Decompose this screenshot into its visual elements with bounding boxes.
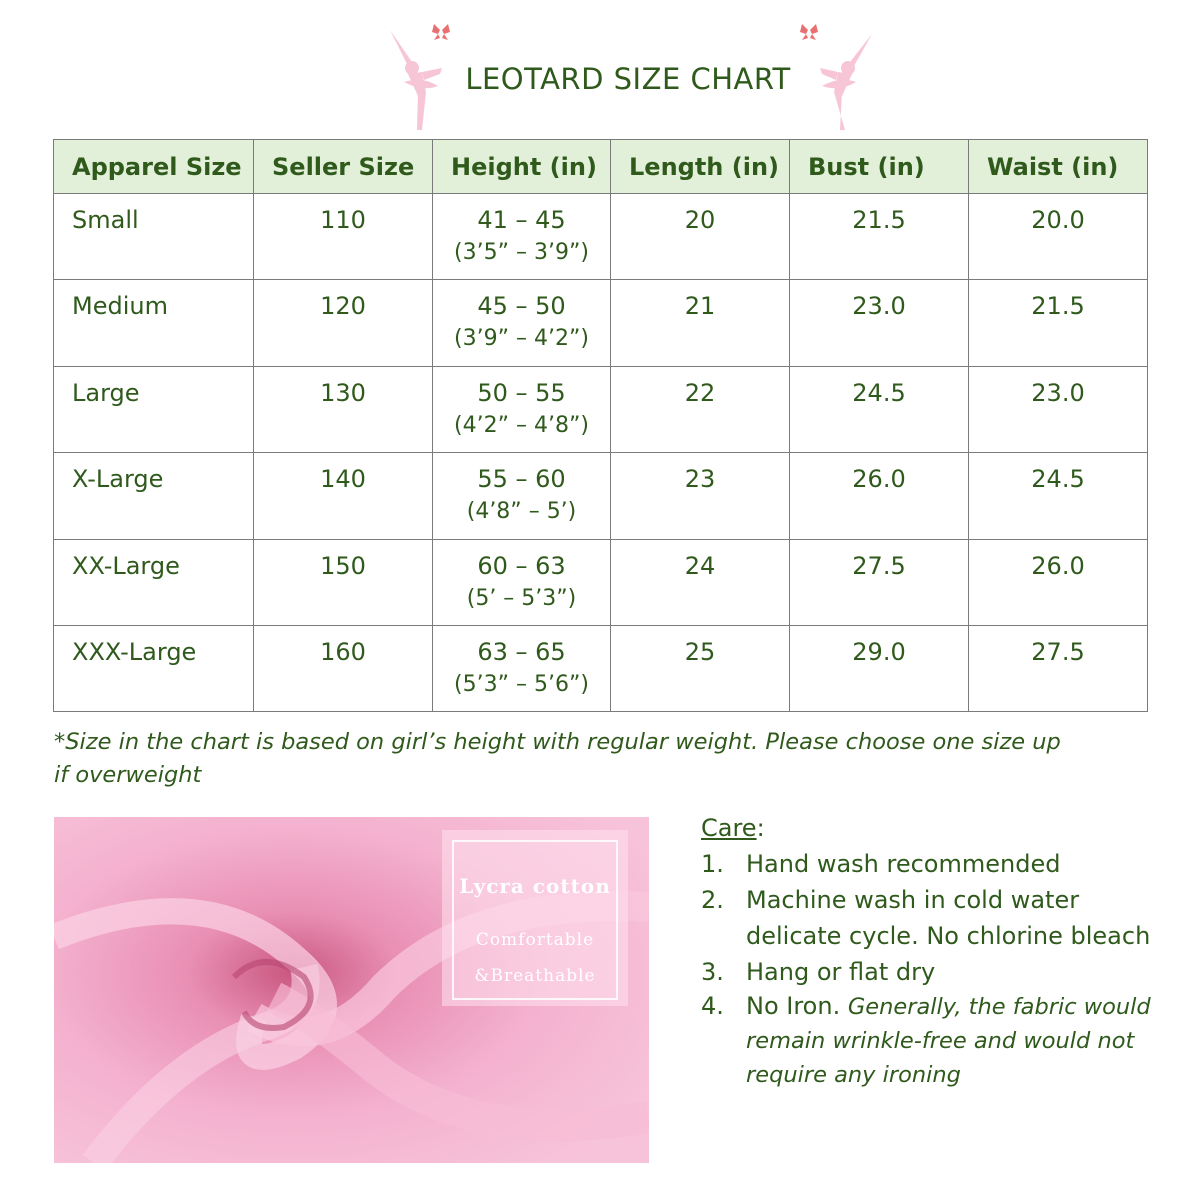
care-heading-colon: :: [756, 814, 765, 842]
seller-size-cell: 120: [254, 280, 433, 366]
apparel-size-cell: Small: [54, 194, 254, 280]
care-item-text: Hand wash recommended: [746, 850, 1061, 878]
bust-cell: 27.5: [790, 539, 969, 625]
fabric-badge-frame: [452, 840, 618, 1000]
table-row: [54, 280, 1148, 366]
length-cell: 24: [611, 539, 790, 625]
bust-cell: 21.5: [790, 194, 969, 280]
waist-cell: 27.5: [969, 625, 1148, 711]
seller-size-cell: 150: [254, 539, 433, 625]
fabric-badge: [442, 830, 628, 1006]
fabric-badge-title: Lycra cotton: [459, 874, 611, 898]
table-row: [54, 453, 1148, 539]
care-item: [701, 990, 1181, 1092]
height-cell: [433, 366, 611, 452]
fabric-badge-line2: &Breathable: [474, 966, 596, 986]
column-header-bust: Bust (in): [790, 140, 969, 194]
height-inches: 60 – 63: [477, 551, 566, 580]
care-item-note: Generally, the fabric would remain wrinkle-free and would not require any ironing: [746, 994, 1151, 1088]
table-header-row: [54, 140, 1148, 194]
height-inches: 63 – 65: [477, 637, 566, 666]
seller-size-cell: 110: [254, 194, 433, 280]
size-footnote: *Size in the chart is based on girl’s height with regular weight. Please choose one size up if overweight: [54, 729, 1061, 788]
length-cell: 23: [611, 453, 790, 539]
apparel-size-cell: XXX-Large: [54, 625, 254, 711]
fabric-badge-line1: Comfortable: [475, 930, 595, 950]
table-row: [54, 194, 1148, 280]
apparel-size-cell: X-Large: [54, 453, 254, 539]
height-feet: (4’2” – 4’8”): [454, 412, 589, 438]
height-feet: (5’3” – 5’6”): [454, 671, 589, 697]
column-header-height: Height (in): [433, 140, 611, 194]
care-heading: [701, 810, 1181, 846]
height-feet: (4’8” – 5’): [466, 499, 577, 525]
column-header-seller-size: Seller Size: [254, 140, 433, 194]
bust-cell: 23.0: [790, 280, 969, 366]
waist-cell: 20.0: [969, 194, 1148, 280]
height-cell: [433, 539, 611, 625]
length-cell: 20: [611, 194, 790, 280]
apparel-size-cell: Medium: [54, 280, 254, 366]
care-item-number: 1.: [701, 850, 724, 878]
header: [0, 0, 1200, 135]
height-cell: [433, 194, 611, 280]
waist-cell: 23.0: [969, 366, 1148, 452]
seller-size-cell: 140: [254, 453, 433, 539]
bust-cell: 26.0: [790, 453, 969, 539]
table-row: [54, 625, 1148, 711]
care-item-number: 2.: [701, 886, 724, 914]
care-item-number: 3.: [701, 958, 724, 986]
height-feet: (3’5” – 3’9”): [454, 240, 589, 265]
length-cell: 22: [611, 366, 790, 452]
care-instructions: [701, 810, 1181, 1092]
height-feet: (5’ – 5’3”): [466, 585, 577, 611]
seller-size-cell: 160: [254, 625, 433, 711]
bust-cell: 29.0: [790, 625, 969, 711]
table-row: [54, 539, 1148, 625]
height-cell: [433, 453, 611, 539]
care-item-number: 4.: [701, 992, 724, 1020]
care-heading-label: Care: [701, 814, 757, 842]
care-item-text: Hang or flat dry: [746, 958, 936, 986]
care-item-text: No Iron.: [746, 992, 841, 1020]
height-cell: [433, 625, 611, 711]
care-item-text: Machine wash in cold water delicate cycle. No chlorine bleach: [746, 886, 1151, 950]
apparel-size-cell: Large: [54, 366, 254, 452]
butterfly-icon: [432, 24, 450, 40]
waist-cell: 24.5: [969, 453, 1148, 539]
height-feet: (3’9” – 4’2”): [454, 326, 589, 352]
height-inches: 55 – 60: [477, 465, 566, 494]
table-row: [54, 366, 1148, 452]
care-item: [701, 882, 1181, 954]
page-title: LEOTARD SIZE CHART: [465, 62, 791, 96]
waist-cell: 21.5: [969, 280, 1148, 366]
height-inches: 50 – 55: [477, 378, 566, 407]
care-item: [701, 846, 1181, 882]
butterfly-icon: [800, 24, 818, 40]
height-cell: [433, 280, 611, 366]
seller-size-cell: 130: [254, 366, 433, 452]
column-header-apparel-size: Apparel Size: [54, 140, 254, 194]
bust-cell: 24.5: [790, 366, 969, 452]
height-inches: 41 – 45: [477, 206, 566, 234]
height-inches: 45 – 50: [477, 292, 566, 321]
length-cell: 25: [611, 625, 790, 711]
waist-cell: 26.0: [969, 539, 1148, 625]
size-chart-table: [53, 139, 1148, 712]
apparel-size-cell: XX-Large: [54, 539, 254, 625]
length-cell: 21: [611, 280, 790, 366]
column-header-length: Length (in): [611, 140, 790, 194]
care-item: [701, 954, 1181, 990]
column-header-waist: Waist (in): [969, 140, 1148, 194]
